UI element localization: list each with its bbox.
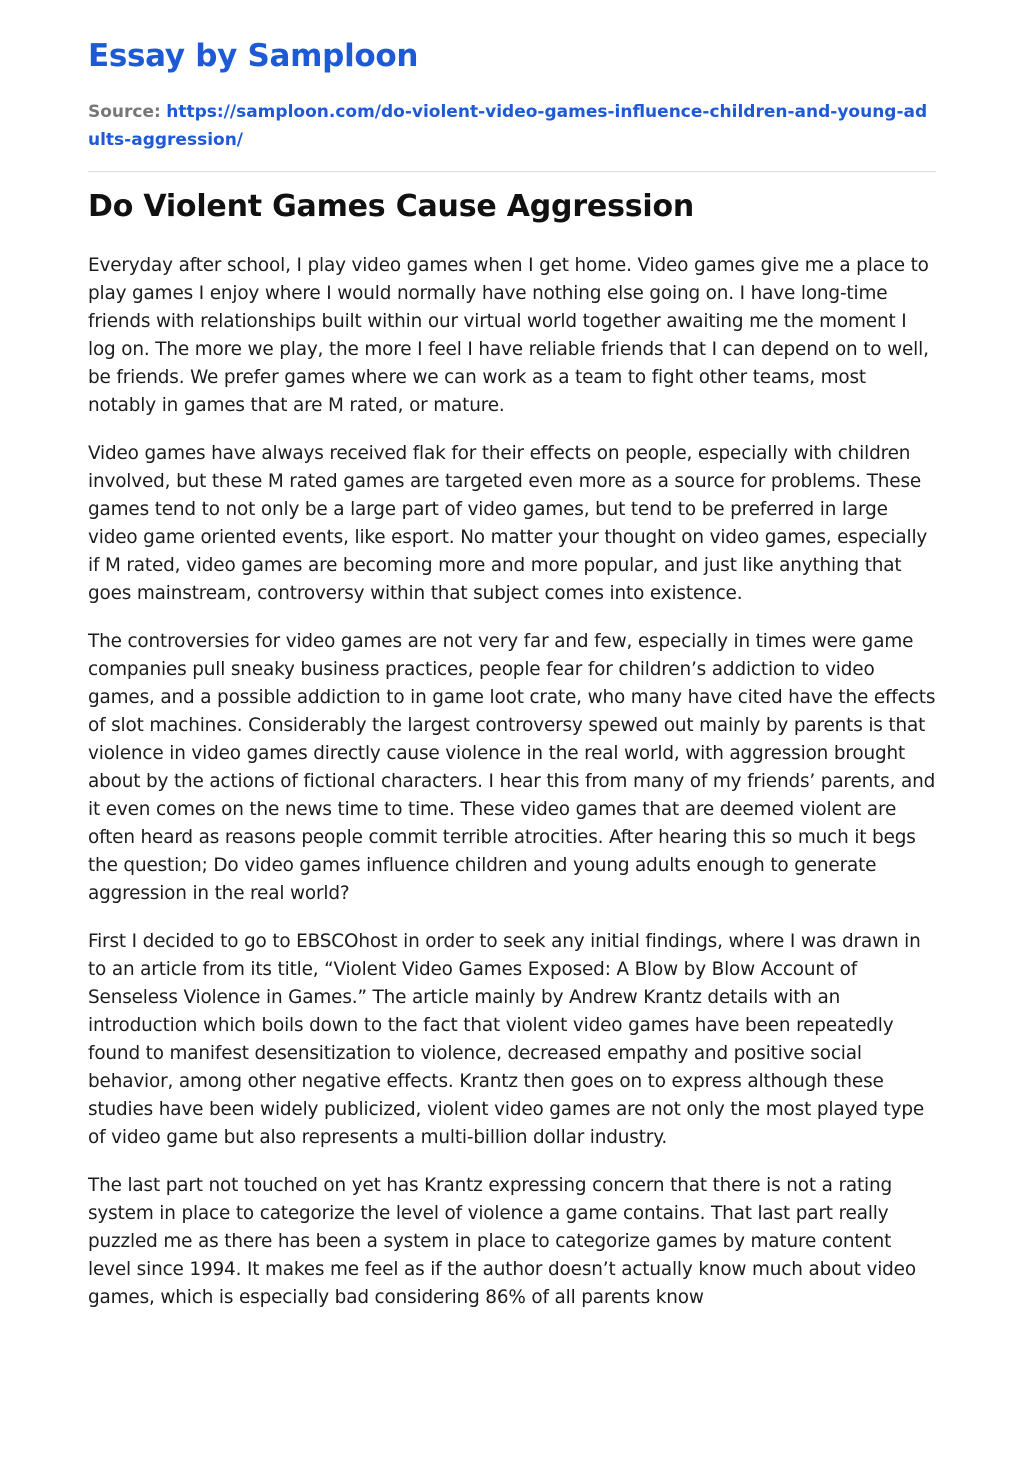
essay-paragraph-2: Video games have always received flak for their effects on people, especially with children involved, but these M rated games are targeted even more as a source for problems. These games tend to not only be a large part of video games, but tend to be preferred in large video game oriented events, like esport. No matter your thought on video games, especially if M rated, video games are becoming more and more popular, and just like anything that goes mainstream, controversy within that subject comes into existence. [88,443,928,604]
source-link[interactable]: https://samploon.com/do-violent-video-games-influence-children-and-young-adults-aggression/ [88,102,928,150]
essay-body [88,252,936,1312]
site-brand-title: Essay by Samploon [88,38,419,74]
source-label: Source: [88,102,161,122]
essay-paragraph-1: Everyday after school, I play video games when I get home. Video games give me a place to play games I enjoy where I would normally have nothing else going on. I have long-time friends with relationships built within our virtual world together awaiting me the moment I log on. The more we play, the more I feel I have reliable friends that I can depend on to well, be friends. We prefer games where we can work as a team to fight other teams, most notably in games that are M rated, or mature. [88,255,929,416]
header-divider [88,171,936,172]
source-line [88,98,936,154]
essay-paragraph-5: The last part not touched on yet has Krantz expressing concern that there is not a rating system in place to categorize the level of violence a game contains. That last part really puzzled me as there has been a system in place to categorize games by mature content level since 1994. It makes me feel as if the author doesn’t actually know much about video games, which is especially bad considering 86% of all parents know [88,1175,916,1308]
essay-paragraph-3: The controversies for video games are not very far and few, especially in times were game companies pull sneaky business practices, people fear for children’s addiction to video games, and a possible addiction to in game loot crate, who many have cited have the effects of slot machines. Considerably the largest controversy spewed out mainly by parents is that violence in video games directly cause violence in the real world, with aggression brought about by the actions of fictional characters. I hear this from many of my friends’ parents, and it even comes on the news time to time. These video games that are deemed violent are often heard as reasons people commit terrible atrocities. After hearing this so much it begs the question; Do video games influence children and young adults enough to generate aggression in the real world? [88,631,936,904]
essay-paragraph-4: First I decided to go to EBSCOhost in order to seek any initial findings, where I was drawn in to an article from its title, “Violent Video Games Exposed: A Blow by Blow Account of Senseless Violence in Games.” The article mainly by Andrew Krantz details with an introduction which boils down to the fact that violent video games have been repeatedly found to manifest desensitization to violence, decreased empathy and positive social behavior, among other negative effects. Krantz then goes on to express although these studies have been widely publicized, violent video games are not only the most played type of video game but also represents a multi-billion dollar industry. [88,931,925,1148]
essay-title: Do Violent Games Cause Aggression [88,189,695,224]
